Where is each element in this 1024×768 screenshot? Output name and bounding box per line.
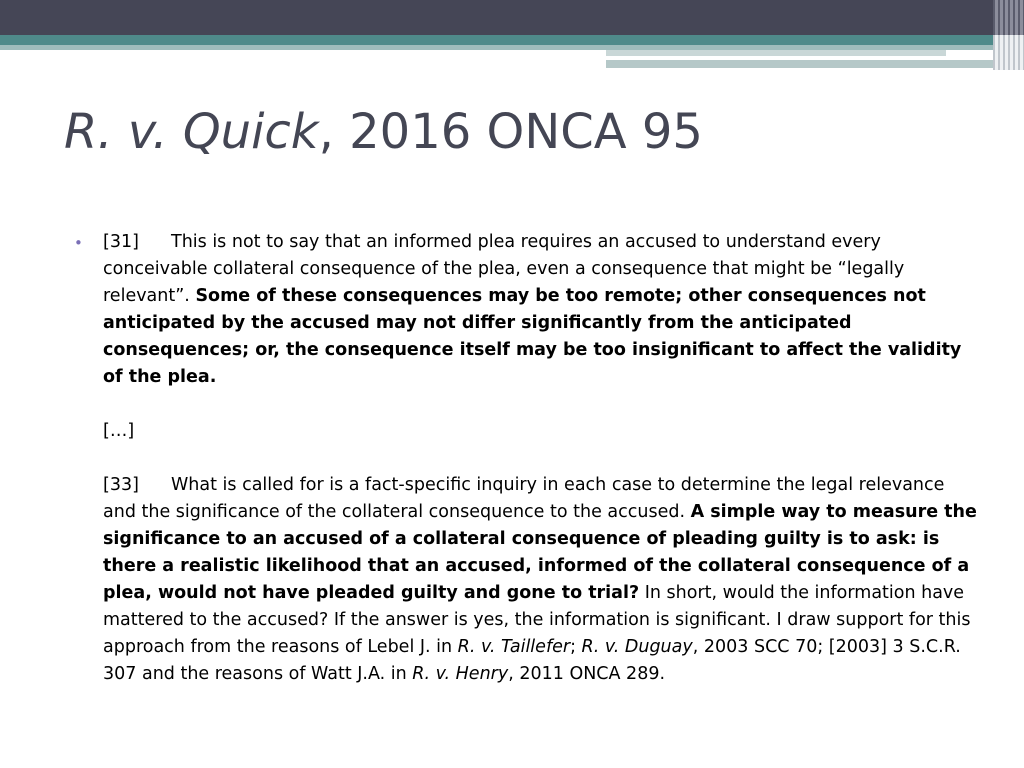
paragraph-31 bbox=[103, 229, 978, 391]
slide-body bbox=[74, 229, 978, 688]
bullet-icon: • bbox=[74, 234, 83, 252]
paragraph-33 bbox=[103, 472, 978, 688]
header-band-teal bbox=[0, 35, 1024, 45]
paragraph-text: In short, would the information have mattered to the accused? If the answer is yes, the information is significant. I draw support for this approach from the reasons of Lebel J. in bbox=[103, 583, 971, 657]
ellipsis-marker: […] bbox=[103, 421, 135, 441]
title-citation: , 2016 ONCA 95 bbox=[318, 104, 703, 160]
separator: ; bbox=[570, 637, 582, 657]
paragraph-text: , 2003 SCC 70; [2003] 3 S.C.R. 307 and the reasons of Watt J.A. in bbox=[103, 637, 961, 684]
paragraph-number: [31] bbox=[103, 232, 139, 252]
paragraph-number: [33] bbox=[103, 475, 139, 495]
paragraph-text: This is not to say that an informed plea requires an accused to understand every conceivable collateral consequence of the plea, even a consequence that might be “legally relevant”. bbox=[103, 232, 905, 306]
paragraph-bold-text: A simple way to measure the significance to an accused of a collateral consequence of pleading guilty is to ask: is there a realistic likelihood that an accused, informed of the collateral consequence of a plea, would not have pleaded guilty and gone to trial? bbox=[103, 502, 977, 603]
header-accent-line bbox=[606, 50, 946, 56]
case-citation: R. v. Duguay bbox=[581, 637, 693, 657]
case-citation: R. v. Taillefer bbox=[457, 637, 571, 657]
header-edge-stripes-dark bbox=[993, 0, 1024, 35]
title-case-name: R. v. Quick bbox=[64, 104, 319, 160]
slide-title bbox=[64, 102, 703, 162]
paragraph-bold-text: Some of these consequences may be too remote; other consequences not anticipated by the accused may not differ significantly from the anticipated consequences; or, the consequence itself may be too insignificant to affect the validity of the plea. bbox=[103, 286, 962, 387]
header-accent-bar bbox=[606, 60, 996, 68]
paragraph-text: , 2011 ONCA 289. bbox=[508, 664, 666, 684]
case-citation: R. v. Henry bbox=[412, 664, 509, 684]
header-band-dark bbox=[0, 0, 1024, 35]
paragraph-text: What is called for is a fact-specific inquiry in each case to determine the legal relevance and the significance of the collateral consequence to the accused. bbox=[103, 475, 945, 522]
